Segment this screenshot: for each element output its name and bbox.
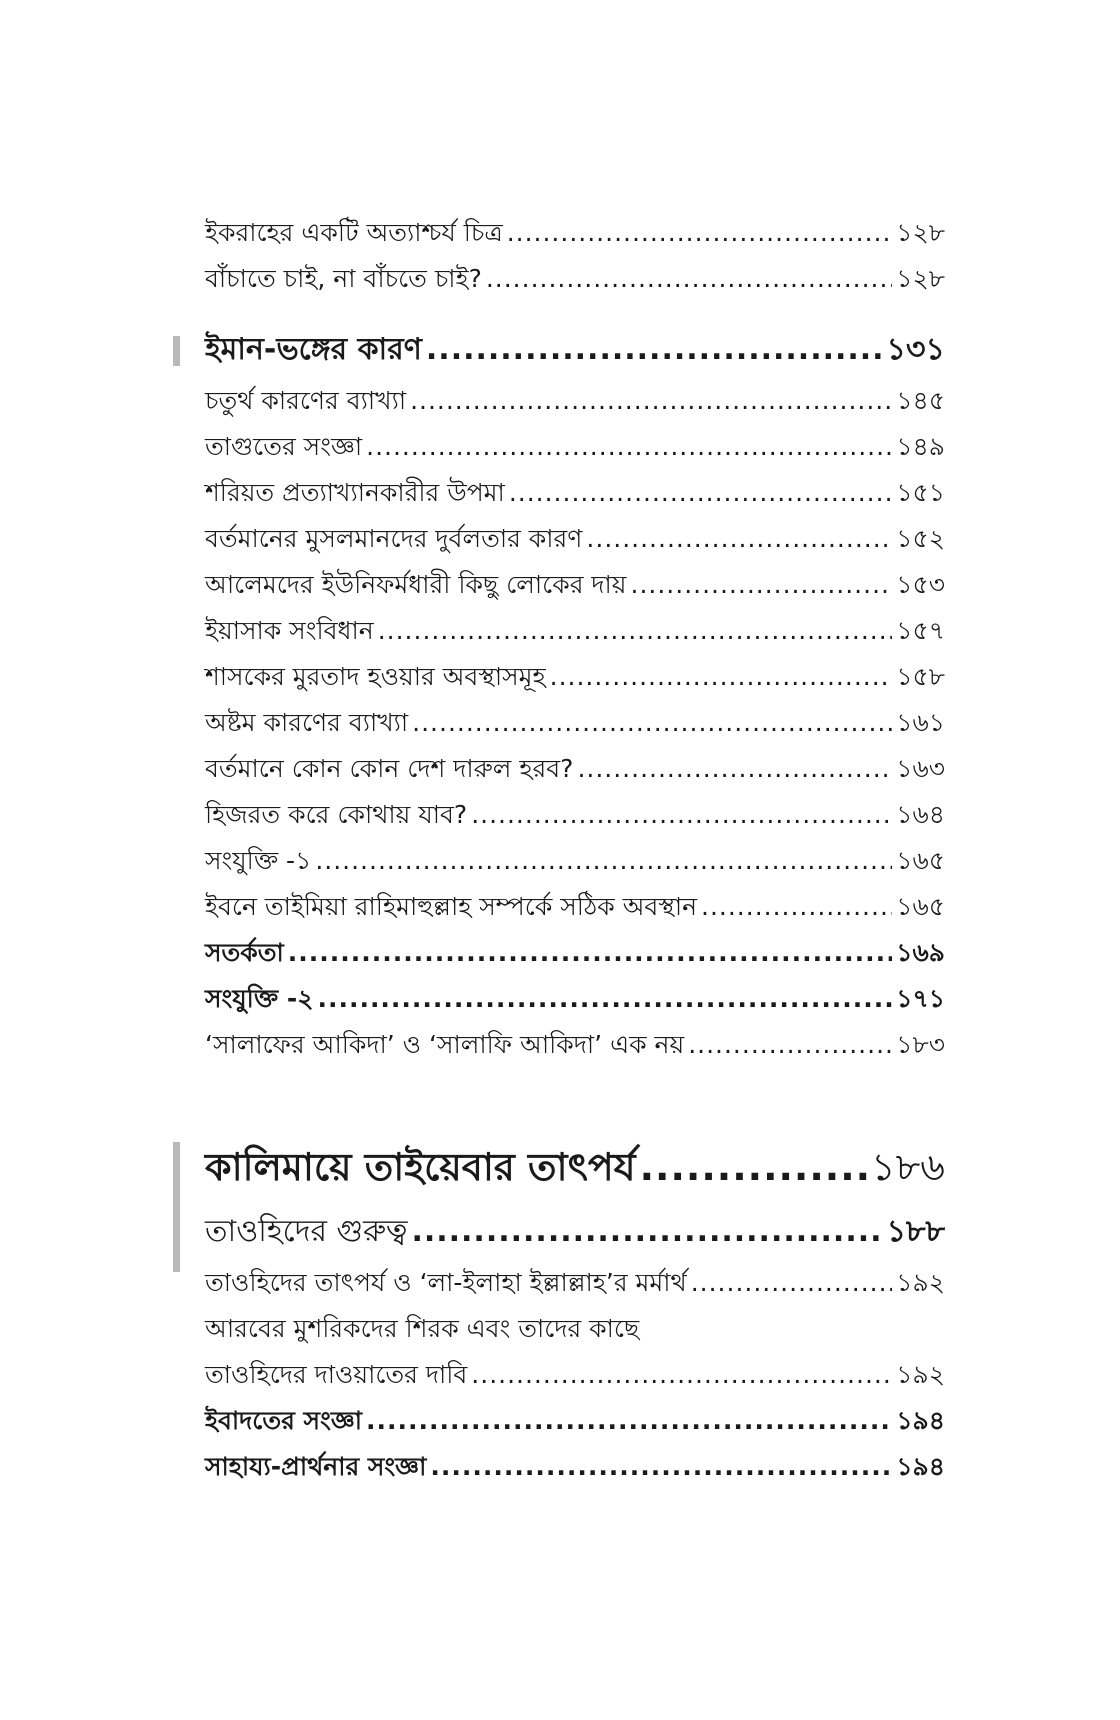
heading-title: তাওহিদের গুরুত্ব [205, 1214, 408, 1249]
toc-entry [205, 654, 945, 700]
dot-leader [586, 516, 892, 562]
toc-entry [205, 424, 945, 470]
entry-page: ১৫১ [896, 478, 945, 507]
dot-leader [688, 1022, 892, 1068]
dot-leader [412, 700, 892, 746]
toc-entry [205, 562, 945, 608]
dot-leader [315, 838, 892, 884]
dot-leader [471, 792, 892, 838]
entry-title: সাহায্য-প্রার্থনার সংজ্ঞা [205, 1452, 427, 1481]
entry-title: ইবাদতের সংজ্ঞা [205, 1406, 363, 1435]
toc-entry [205, 470, 945, 516]
entry-title: সংযুক্তি -২ [205, 984, 314, 1013]
entry-title: অষ্টম কারণের ব্যাখ্যা [205, 708, 409, 737]
toc-entry [205, 1260, 945, 1306]
entry-page: ১৫৩ [896, 570, 945, 599]
dot-leader [640, 1134, 867, 1200]
entry-title: আলেমদের ইউনিফর্মধারী কিছু লোকের দায় [205, 570, 627, 599]
entry-title: তাওহিদের দাওয়াতের দাবি [205, 1360, 468, 1389]
toc-entry [205, 1398, 945, 1444]
dot-leader [378, 608, 893, 654]
section-heading [205, 322, 945, 378]
toc-entry [205, 792, 945, 838]
entry-title: বর্তমানে কোন কোন দেশ দারুল হরব? [205, 754, 574, 783]
entry-page: ১৯৪ [896, 1452, 945, 1481]
entry-page: ১৪৫ [896, 386, 945, 415]
toc-entry [205, 1022, 945, 1068]
entry-title: হিজরত করে কোথায় যাব? [205, 800, 468, 829]
toc-entry [205, 746, 945, 792]
entry-title: বর্তমানের মুসলমানদের দুর্বলতার কারণ [205, 524, 583, 553]
toc-entry [205, 210, 945, 256]
dot-leader [701, 884, 892, 930]
dot-leader [577, 746, 892, 792]
toc-entry [205, 700, 945, 746]
entry-title: ‘সালাফের আকিদা’ ও ‘সালাফি আকিদা’ এক নয় [205, 1030, 685, 1059]
entry-page: ১৬৫ [896, 846, 945, 875]
dot-leader [486, 256, 892, 302]
dot-leader [550, 654, 893, 700]
chapter-heading [205, 1134, 945, 1200]
toc-entry [205, 516, 945, 562]
entry-page: ১৪৯ [896, 432, 945, 461]
dot-leader [509, 470, 893, 516]
entry-title: শাসকের মুরতাদ হওয়ার অবস্থাসমূহ [205, 662, 546, 691]
entry-title: তাগুতের সংজ্ঞা [205, 432, 363, 461]
entry-title: সংযুক্তি -১ [205, 846, 312, 875]
dot-leader [366, 1398, 892, 1444]
toc-entry [205, 976, 945, 1022]
entry-page: ১৬৪ [896, 800, 945, 829]
entry-title: তাওহিদের তাৎপর্য ও ‘লা-ইলাহা ইল্লাল্লাহ’র মর্মার্থ [205, 1268, 687, 1297]
toc-entry [205, 838, 945, 884]
dot-leader [631, 562, 893, 608]
entry-page: ১৬৩ [896, 754, 945, 783]
chapter-marker-bar [173, 1142, 180, 1272]
heading-page: ১৩১ [886, 332, 945, 367]
toc-entry [205, 256, 945, 302]
dot-leader [691, 1260, 893, 1306]
chapter-block [205, 1134, 945, 1260]
heading-title: কালিমায়ে তাইয়েবার তাৎপর্য [205, 1145, 636, 1189]
toc-entry [205, 378, 945, 424]
entry-page: ১৯২ [896, 1268, 945, 1297]
dot-leader [471, 1352, 892, 1398]
toc-entry-line [205, 1306, 945, 1352]
entry-title-line: আরবের মুশরিকদের শিরক এবং তাদের কাছে [205, 1314, 640, 1343]
dot-leader [507, 210, 893, 256]
entry-title: শরিয়ত প্রত্যাখ্যানকারীর উপমা [205, 478, 505, 507]
dot-leader [288, 930, 893, 976]
entry-title: ইবনে তাইমিয়া রাহিমাহুল্লাহ সম্পর্কে সঠিক অবস্থান [205, 892, 698, 921]
entry-page: ১২৮ [896, 218, 945, 247]
entry-page: ১৮৩ [896, 1030, 945, 1059]
entry-title: চতুর্থ কারণের ব্যাখ্যা [205, 386, 407, 415]
heading-page: ১৮৮ [886, 1214, 945, 1249]
toc-entry [205, 608, 945, 654]
heading-marker-bar [173, 336, 180, 366]
entry-page: ১৯২ [896, 1360, 945, 1389]
dot-leader [426, 322, 883, 378]
entry-title: ইয়াসাক সংবিধান [205, 616, 374, 645]
heading-page: ১৮৬ [870, 1145, 945, 1189]
entry-page: ১৯৪ [896, 1406, 945, 1435]
entry-page: ১৫৭ [896, 616, 945, 645]
toc-entry [205, 884, 945, 930]
dot-leader [317, 976, 892, 1022]
entry-title: বাঁচাতে চাই, না বাঁচতে চাই? [205, 264, 482, 293]
toc-entry [205, 1444, 945, 1490]
dot-leader [410, 378, 892, 424]
table-of-contents [205, 210, 945, 1490]
entry-title: ইকরাহের একটি অত্যাশ্চর্য চিত্র [205, 218, 503, 247]
entry-page: ১৬৫ [896, 892, 945, 921]
entry-page: ১৬৯ [896, 938, 945, 967]
entry-page: ১৭১ [896, 984, 945, 1013]
entry-page: ১২৮ [896, 264, 945, 293]
section-heading [205, 1204, 945, 1260]
entry-page: ১৫৮ [896, 662, 945, 691]
dot-leader [366, 424, 892, 470]
entry-title: সতর্কতা [205, 938, 284, 967]
entry-page: ১৫২ [896, 524, 945, 553]
dot-leader [430, 1444, 892, 1490]
dot-leader [411, 1204, 882, 1260]
heading-title: ইমান-ভঙ্গের কারণ [205, 332, 422, 367]
toc-entry [205, 1352, 945, 1398]
entry-page: ১৬১ [896, 708, 945, 737]
toc-entry [205, 930, 945, 976]
